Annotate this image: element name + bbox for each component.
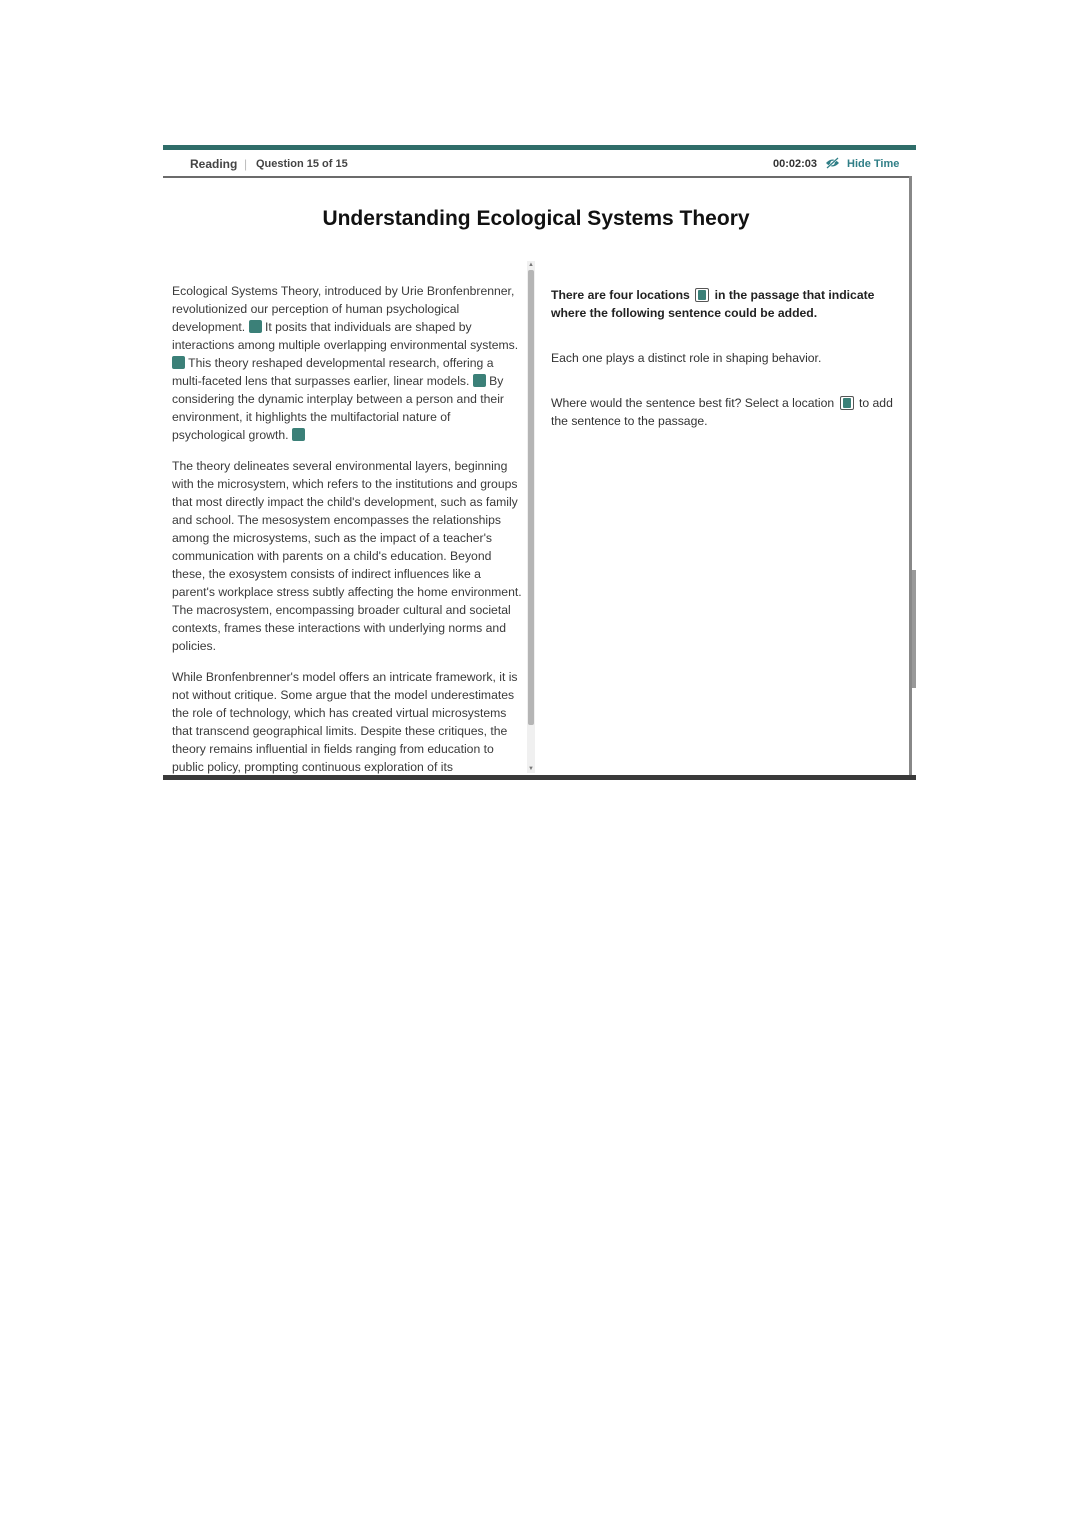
insertion-marker-c[interactable] [473, 374, 486, 387]
instruction-text: There are four locations [551, 288, 690, 302]
test-window [163, 145, 916, 780]
window-right-border [909, 176, 912, 780]
question-prompt [551, 394, 896, 430]
passage-scrollbar[interactable] [527, 261, 535, 773]
passage-paragraph-2: The theory delineates several environmental layers, beginning with the microsystem, which refers to the institutions and groups that most directly impact the child's development, such as family and school. The mesosystem encompasses the relationships among the microsystems, such as the impact of a teacher's communication with parents on a child's education. Beyond these, the exosystem consists of indirect influences like a parent's workplace stress subtly affecting the home environment. The macrosystem, encompassing broader cultural and societal contexts, frames these interactions with underlying norms and policies. [172, 459, 522, 653]
insert-sentence: Each one plays a distinct role in shaping behavior. [551, 351, 822, 365]
passage-sentence: It posits that individuals are shaped by interactions among multiple overlapping environmental systems. [172, 320, 519, 352]
passage-sentence: By considering the dynamic interplay between a person and their environment, it highlights the multifactorial nature of psychological growth. [172, 374, 504, 442]
window-resize-handle[interactable] [912, 570, 916, 688]
passage-sentence: This theory reshaped developmental research, offering a multi-faceted lens that surpasses earlier, linear models. [172, 356, 494, 388]
question-instruction [551, 286, 896, 322]
question-counter: Question 15 of 15 [256, 158, 348, 170]
location-marker-icon [840, 396, 854, 410]
passage-panel[interactable] [172, 282, 522, 775]
location-marker-icon [695, 288, 709, 302]
insertion-marker-d[interactable] [292, 428, 305, 441]
insertion-marker-b[interactable] [172, 356, 185, 369]
bottom-bar [163, 775, 916, 780]
prompt-text: to add the sentence to the passage. [551, 396, 893, 428]
passage-sentence: Ecological Systems Theory, introduced by Urie Bronfenbrenner, revolutionized our perception of human psychological development. [172, 284, 515, 334]
passage-paragraph-1 [172, 282, 522, 444]
prompt-text: Where would the sentence best fit? Select a location [551, 396, 835, 410]
insertion-marker-a[interactable] [249, 320, 262, 333]
hide-time-button[interactable]: Hide Time [847, 158, 900, 170]
scroll-down-arrow-icon[interactable]: ▼ [528, 766, 534, 772]
header-bar [163, 150, 909, 178]
section-name: Reading [190, 157, 238, 171]
scroll-up-arrow-icon[interactable]: ▲ [528, 262, 534, 268]
eye-slash-icon[interactable] [825, 157, 840, 169]
passage-paragraph-3: While Bronfenbrenner's model offers an intricate framework, it is not without critique. Some argue that the model underestimates the role of technology, which has created virtual microsystems that transcend geographical limits. Despite these critiques, the theory remains influential in fields ranging from education to public policy, prompting continuous exploration of its [172, 670, 518, 774]
instruction-text: in the passage that indicate where the following sentence could be added. [551, 288, 875, 320]
scrollbar-thumb[interactable] [528, 270, 534, 725]
passage-title: Understanding Ecological Systems Theory [322, 207, 750, 230]
header-separator: | [244, 157, 248, 171]
timer: 00:02:03 [773, 158, 818, 170]
question-panel [551, 286, 896, 430]
